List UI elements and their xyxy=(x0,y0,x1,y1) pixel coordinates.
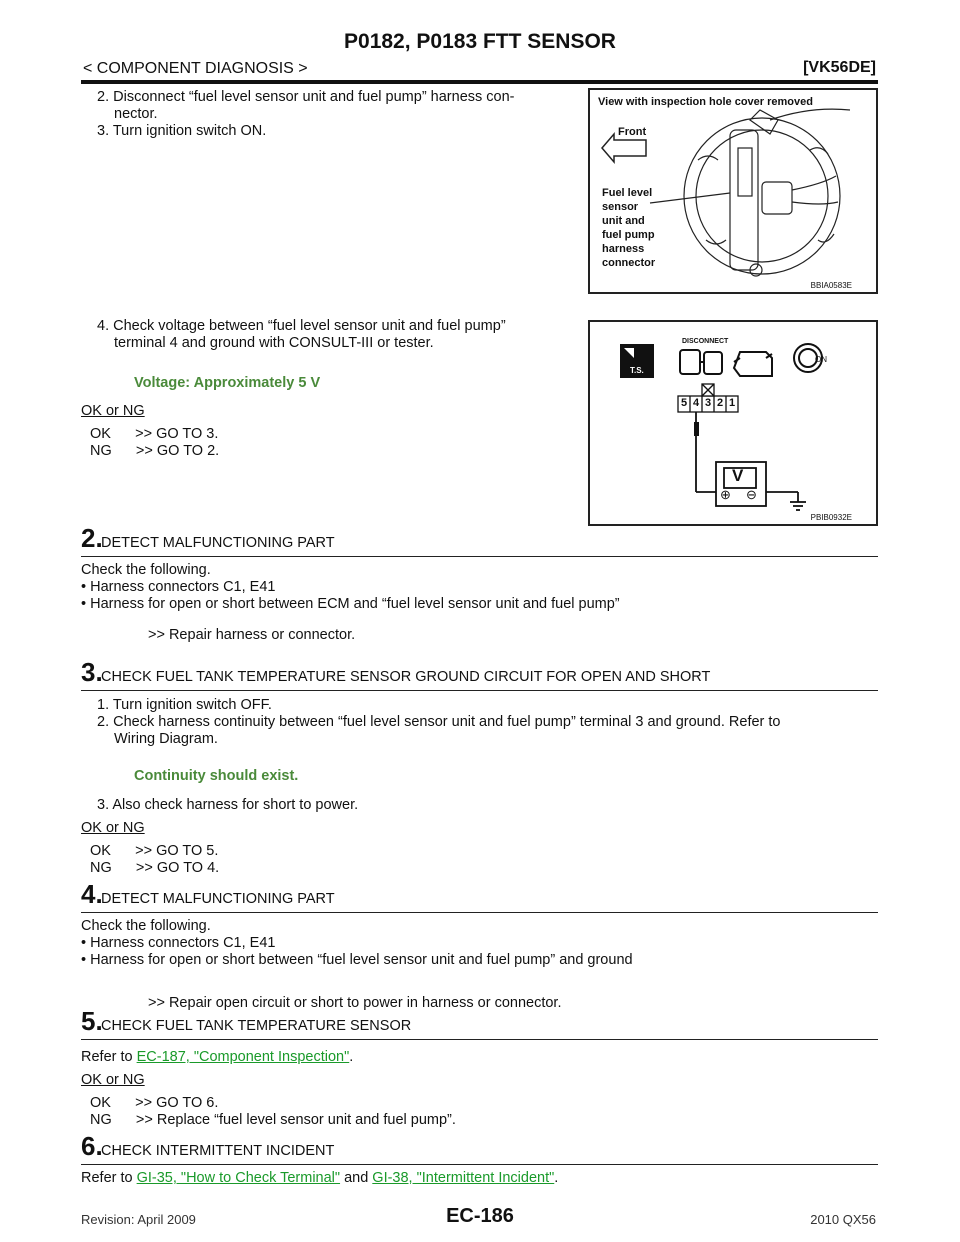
result-ok-3: OK >> GO TO 6. xyxy=(90,1095,219,1111)
figure1-part-label: Fuel level sensor unit and fuel pump harness connector xyxy=(602,187,656,269)
step3-heading xyxy=(81,657,878,691)
step4-result: >> Repair open circuit or short to power in harness or connector. xyxy=(148,995,562,1011)
step4-line1: Check the following. xyxy=(81,918,211,934)
link-component-inspection[interactable]: EC-187, "Component Inspection" xyxy=(136,1049,350,1065)
step4-line2: • Harness connectors C1, E41 xyxy=(81,935,276,951)
probe-tip xyxy=(694,422,699,436)
link-intermittent-incident[interactable]: GI-38, "Intermittent Incident" xyxy=(372,1170,555,1186)
section-label: < COMPONENT DIAGNOSIS > xyxy=(83,60,308,77)
step2-line3: • Harness for open or short between ECM and “fuel level sensor unit and fuel pump” xyxy=(81,596,620,612)
figure-voltage-check xyxy=(588,320,878,526)
step4-title: DETECT MALFUNCTIONING PART xyxy=(101,891,335,907)
step3-line2: 2. Check harness continuity between “fuel level sensor unit and fuel pump” terminal 3 and ground. Refer to xyxy=(97,714,781,730)
result-ok: OK >> GO TO 3. xyxy=(90,426,219,442)
okng-label: OK or NG xyxy=(81,403,145,419)
terminal-1: 1 xyxy=(728,397,736,409)
terminal-4: 4 xyxy=(692,397,700,409)
step1-item2-cont: nector. xyxy=(114,106,158,122)
step4-heading xyxy=(81,879,878,913)
header-rule xyxy=(81,80,878,84)
step6-heading xyxy=(81,1131,878,1165)
footer-model: 2010 QX56 xyxy=(810,1212,876,1227)
step2-result: >> Repair harness or connector. xyxy=(148,627,356,643)
okng-label-3: OK or NG xyxy=(81,1072,145,1088)
step1-item3: 3. Turn ignition switch ON. xyxy=(97,123,267,139)
step6-number: 6. xyxy=(81,1131,103,1161)
step2-line1: Check the following. xyxy=(81,562,211,578)
disconnect-label: DISCONNECT xyxy=(682,338,729,345)
meter-minus-icon: ⊖ xyxy=(746,487,757,502)
figure1-caption: View with inspection hole cover removed xyxy=(598,96,813,108)
connector-disconnect-icon xyxy=(680,350,722,374)
result-ng-3: NG >> Replace “fuel level sensor unit and fuel pump”. xyxy=(90,1112,456,1128)
step5-number: 5. xyxy=(81,1006,103,1036)
figure1-code: BBIA0583E xyxy=(810,281,852,290)
step3-title: CHECK FUEL TANK TEMPERATURE SENSOR GROUND CIRCUIT FOR OPEN AND SHORT xyxy=(101,669,711,685)
step4-number: 4. xyxy=(81,879,103,909)
terminal-5: 5 xyxy=(680,397,688,409)
figure2-code: PBIB0932E xyxy=(810,513,852,522)
step2-number: 2. xyxy=(81,523,103,553)
step2-title: DETECT MALFUNCTIONING PART xyxy=(101,535,335,551)
front-arrow-icon xyxy=(602,134,646,162)
step1-item4: 4. Check voltage between “fuel level sensor unit and fuel pump” xyxy=(97,318,506,334)
step2-heading xyxy=(81,523,878,557)
step3-number: 3. xyxy=(81,657,103,687)
figure-fuel-tank-view xyxy=(588,88,878,294)
tank-illustration xyxy=(650,109,850,276)
terminal-numbers xyxy=(678,397,738,409)
step6-refer: Refer to GI-35, "How to Check Terminal" and GI-38, "Intermittent Incident". xyxy=(81,1170,559,1186)
step1-item2: 2. Disconnect “fuel level sensor unit and fuel pump” harness con- xyxy=(97,89,515,105)
terminal-2: 2 xyxy=(716,397,724,409)
step4-line3: • Harness for open or short between “fuel level sensor unit and fuel pump” and ground xyxy=(81,952,633,968)
step5-heading xyxy=(81,1006,878,1040)
result-ng-2: NG >> GO TO 4. xyxy=(90,860,220,876)
engine-label: [VK56DE] xyxy=(803,59,876,76)
step5-refer: Refer to EC-187, "Component Inspection". xyxy=(81,1049,354,1065)
engine-icon xyxy=(734,352,772,376)
result-ng: NG >> GO TO 2. xyxy=(90,443,220,459)
step5-title: CHECK FUEL TANK TEMPERATURE SENSOR xyxy=(101,1018,412,1034)
step3-line2-cont: Wiring Diagram. xyxy=(114,731,218,747)
page-number: EC-186 xyxy=(446,1205,514,1227)
step6-title: CHECK INTERMITTENT INCIDENT xyxy=(101,1143,335,1159)
step3-line3: 3. Also check harness for short to power. xyxy=(97,797,359,813)
meter-v-label: V xyxy=(732,466,744,485)
meter-plus-icon: ⊕ xyxy=(720,487,731,502)
link-how-to-check-terminal[interactable]: GI-35, "How to Check Terminal" xyxy=(136,1170,341,1186)
okng-label-2: OK or NG xyxy=(81,820,145,836)
result-ok-2: OK >> GO TO 5. xyxy=(90,843,219,859)
step1-item4-cont: terminal 4 and ground with CONSULT-III or tester. xyxy=(114,335,434,351)
footer-revision: Revision: April 2009 xyxy=(81,1212,196,1227)
spec-voltage: Voltage: Approximately 5 V xyxy=(134,375,321,391)
ts-label: T.S. xyxy=(630,366,644,375)
on-label: ON xyxy=(815,355,827,364)
terminal-3: 3 xyxy=(704,397,712,409)
step3-line1: 1. Turn ignition switch OFF. xyxy=(97,697,272,713)
spec-continuity: Continuity should exist. xyxy=(134,768,299,784)
page-title: P0182, P0183 FTT SENSOR xyxy=(344,30,616,53)
figure1-front-label: Front xyxy=(618,126,647,138)
step2-line2: • Harness connectors C1, E41 xyxy=(81,579,276,595)
